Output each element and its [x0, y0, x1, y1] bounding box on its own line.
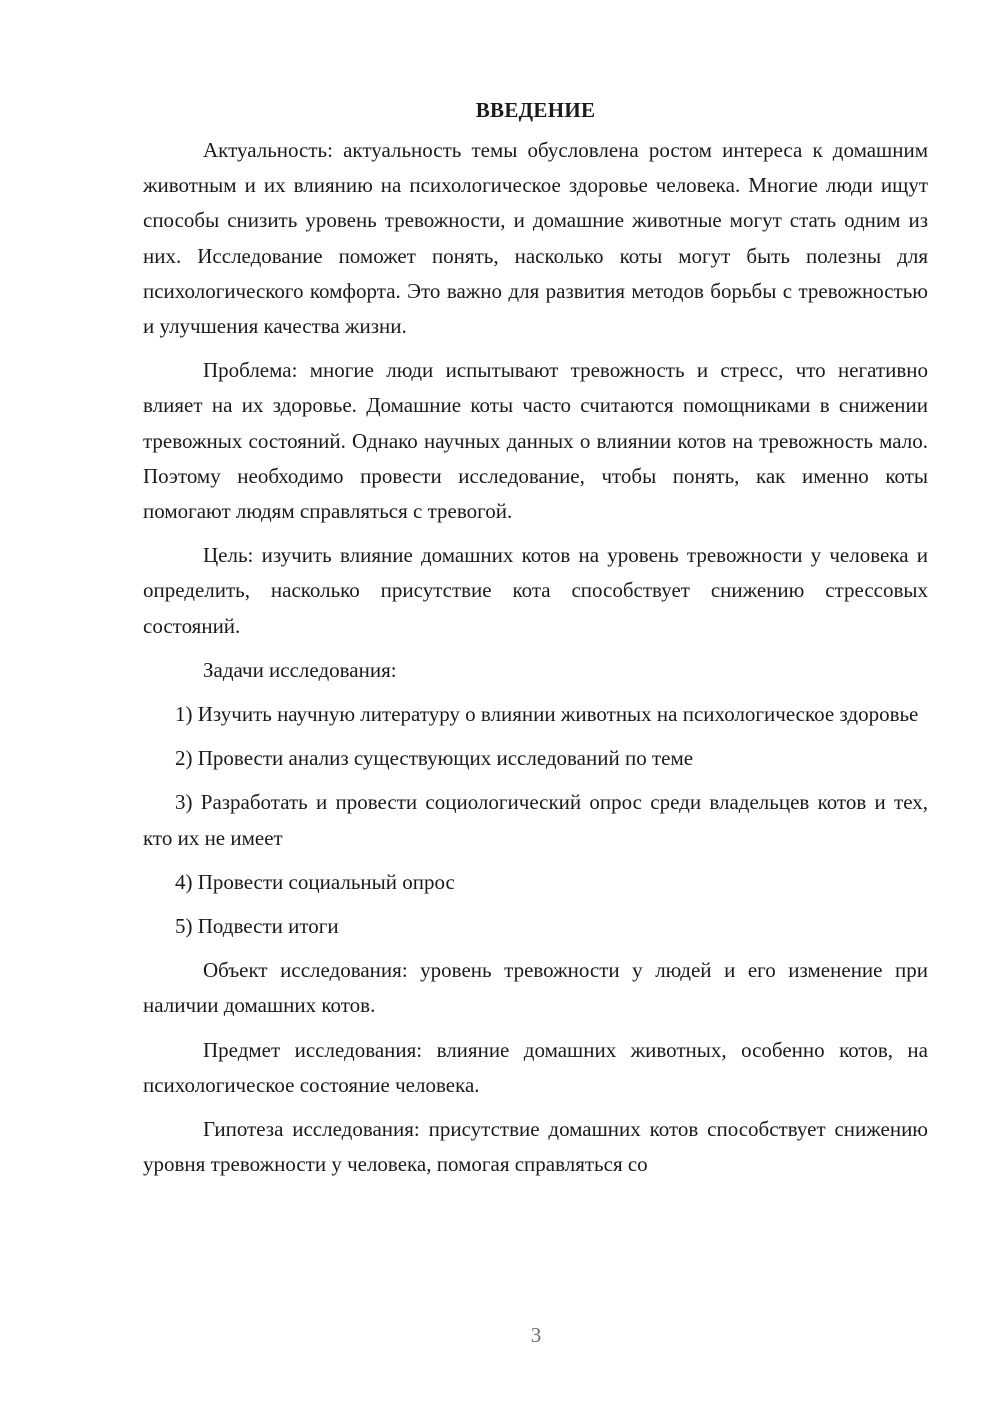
paragraph-hypothesis: Гипотеза исследования: присутствие домашних котов способствует снижению уровня тревожности у человека, помогая справляться со: [143, 1117, 928, 1177]
paragraph-relevance: Актуальность: актуальность темы обусловлена ростом интереса к домашним животным и их влиянию на психологическое здоровье человека. Многие люди ищут способы снизить уровень тревожности, и домашние животные могут стать одним из них. Исследование поможет понять, насколько коты могут быть полезны для психологического комфорта. Это важно для развития методов борьбы с тревожностью и улучшения качества жизни.: [143, 138, 928, 339]
tasks-heading: Задачи исследования:: [203, 657, 397, 682]
page-title: ВВЕДЕНИЕ: [475, 98, 596, 122]
paragraph-object: Объект исследования: уровень тревожности у людей и его изменение при наличии домашних котов.: [143, 958, 928, 1018]
paragraph-goal: Цель: изучить влияние домашних котов на уровень тревожности у человека и определить, насколько присутствие кота способствует снижению стрессовых состояний.: [143, 543, 928, 638]
list-item: 5) Подвести итоги: [175, 914, 339, 939]
list-item: 1) Изучить научную литературу о влиянии животных на психологическое здоровье: [175, 702, 919, 727]
page-number: 3: [530, 1323, 542, 1347]
list-item: 3) Разработать и провести социологический опрос среди владельцев котов и тех, кто их не имеет: [143, 790, 928, 850]
paragraph-problem: Проблема: многие люди испытывают тревожность и стресс, что негативно влияет на их здоровье. Домашние коты часто считаются помощниками в снижении тревожных состояний. Однако научных данных о влиянии котов на тревожность мало. Поэтому необходимо провести исследование, чтобы понять, как именно коты помогают людям справляться с тревогой.: [143, 358, 928, 524]
document-page: [143, 92, 928, 1191]
list-item: 4) Провести социальный опрос: [175, 869, 455, 894]
paragraph-subject: Предмет исследования: влияние домашних животных, особенно котов, на психологическое состояние человека.: [143, 1037, 928, 1097]
list-item: 2) Провести анализ существующих исследований по теме: [175, 746, 694, 771]
